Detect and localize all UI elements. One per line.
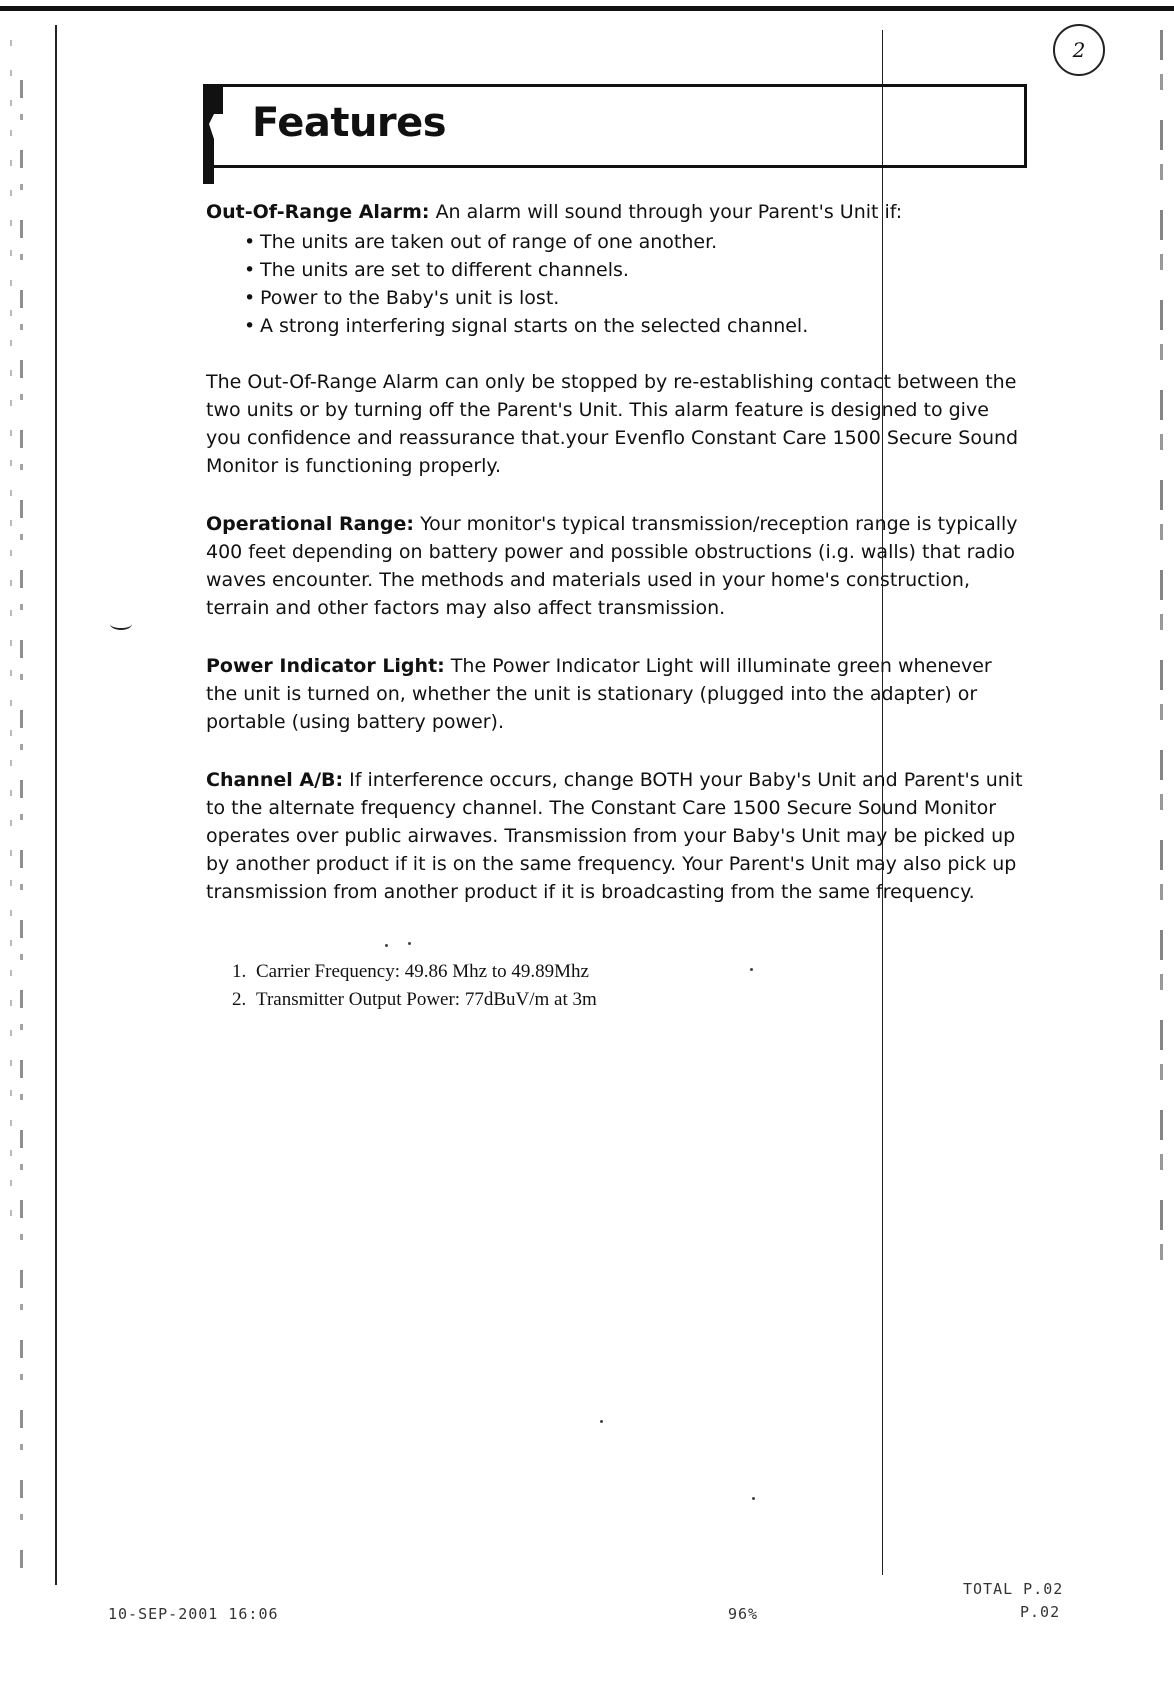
channel-ab-term: Channel A/B: <box>206 769 344 791</box>
hole-punch-mark <box>110 618 132 630</box>
fax-percent: 96% <box>728 1605 759 1623</box>
channel-ab-text: If interference occurs, change BOTH your Baby's Unit and Parent's unit to the alternate frequency channel. The Constant Care 1500 Secure Sound Monitor operates over public airwaves. Transmission from your Baby's Unit may be picked up by another product if it is on the same frequency. Your Parent's Unit may also pick up transmission from another product if it is broadcasting from the same frequency. <box>206 769 1023 903</box>
scan-edge-artifact <box>20 80 23 1580</box>
spec-item <box>232 986 597 1014</box>
scan-speck <box>752 1497 755 1500</box>
spec-number: 1. <box>232 961 247 982</box>
out-of-range-term: Out-Of-Range Alarm: <box>206 201 430 223</box>
fax-total-pages: TOTAL P.02 <box>963 1580 1064 1598</box>
scan-left-line <box>55 25 57 1585</box>
operational-range-paragraph <box>206 510 1026 622</box>
features-content <box>206 198 1026 906</box>
page-title: Features <box>252 100 447 146</box>
power-indicator-term: Power Indicator Light: <box>206 655 445 677</box>
scan-speck <box>408 942 411 945</box>
spec-list <box>232 958 597 1014</box>
list-item: • The units are taken out of range of one another. <box>244 228 1026 256</box>
scan-speck <box>750 968 753 971</box>
list-item: • A strong interfering signal starts on the selected channel. <box>244 312 1026 340</box>
fax-page-number: P.02 <box>1020 1603 1061 1621</box>
list-item: • Power to the Baby's unit is lost. <box>244 284 1026 312</box>
scan-speck <box>600 1420 603 1423</box>
operational-range-text: Your monitor's typical transmission/reception range is typically 400 feet depending on battery power and possible obstructions (i.g. walls) that radio waves encounter. The methods and materials used in your home's construction, terrain and other factors may also affect transmission. <box>206 513 1018 619</box>
operational-range-term: Operational Range: <box>206 513 415 535</box>
circled-page-number: 2 <box>1053 24 1105 76</box>
spec-item <box>232 958 597 986</box>
power-indicator-text: The Power Indicator Light will illuminate green whenever the unit is turned on, whether the unit is stationary (plugged into the adapter) or portable (using battery power). <box>206 655 992 733</box>
spec-text: Carrier Frequency: 49.86 Mhz to 49.89Mhz <box>256 961 589 982</box>
out-of-range-intro-text: An alarm will sound through your Parent's Unit if: <box>435 201 903 223</box>
power-indicator-paragraph <box>206 652 1026 736</box>
scan-speck <box>385 944 388 947</box>
fax-date-time: 10-SEP-2001 16:06 <box>108 1605 279 1623</box>
list-item: • The units are set to different channels. <box>244 256 1026 284</box>
channel-ab-paragraph <box>206 766 1026 906</box>
scan-edge-artifact <box>1160 30 1163 1270</box>
scan-top-border <box>0 6 1174 11</box>
out-of-range-paragraph: The Out-Of-Range Alarm can only be stopped by re-establishing contact between the two units or by turning off the Parent's Unit. This alarm feature is designed to give you confidence and reassurance that.your Evenflo Constant Care 1500 Secure Sound Monitor is functioning properly. <box>206 371 1019 477</box>
out-of-range-bullet-list <box>244 228 1026 340</box>
out-of-range-intro <box>206 198 1026 226</box>
spec-number: 2. <box>232 989 247 1010</box>
spec-text: Transmitter Output Power: 77dBuV/m at 3m <box>256 989 597 1010</box>
scan-edge-artifact <box>10 40 12 1240</box>
